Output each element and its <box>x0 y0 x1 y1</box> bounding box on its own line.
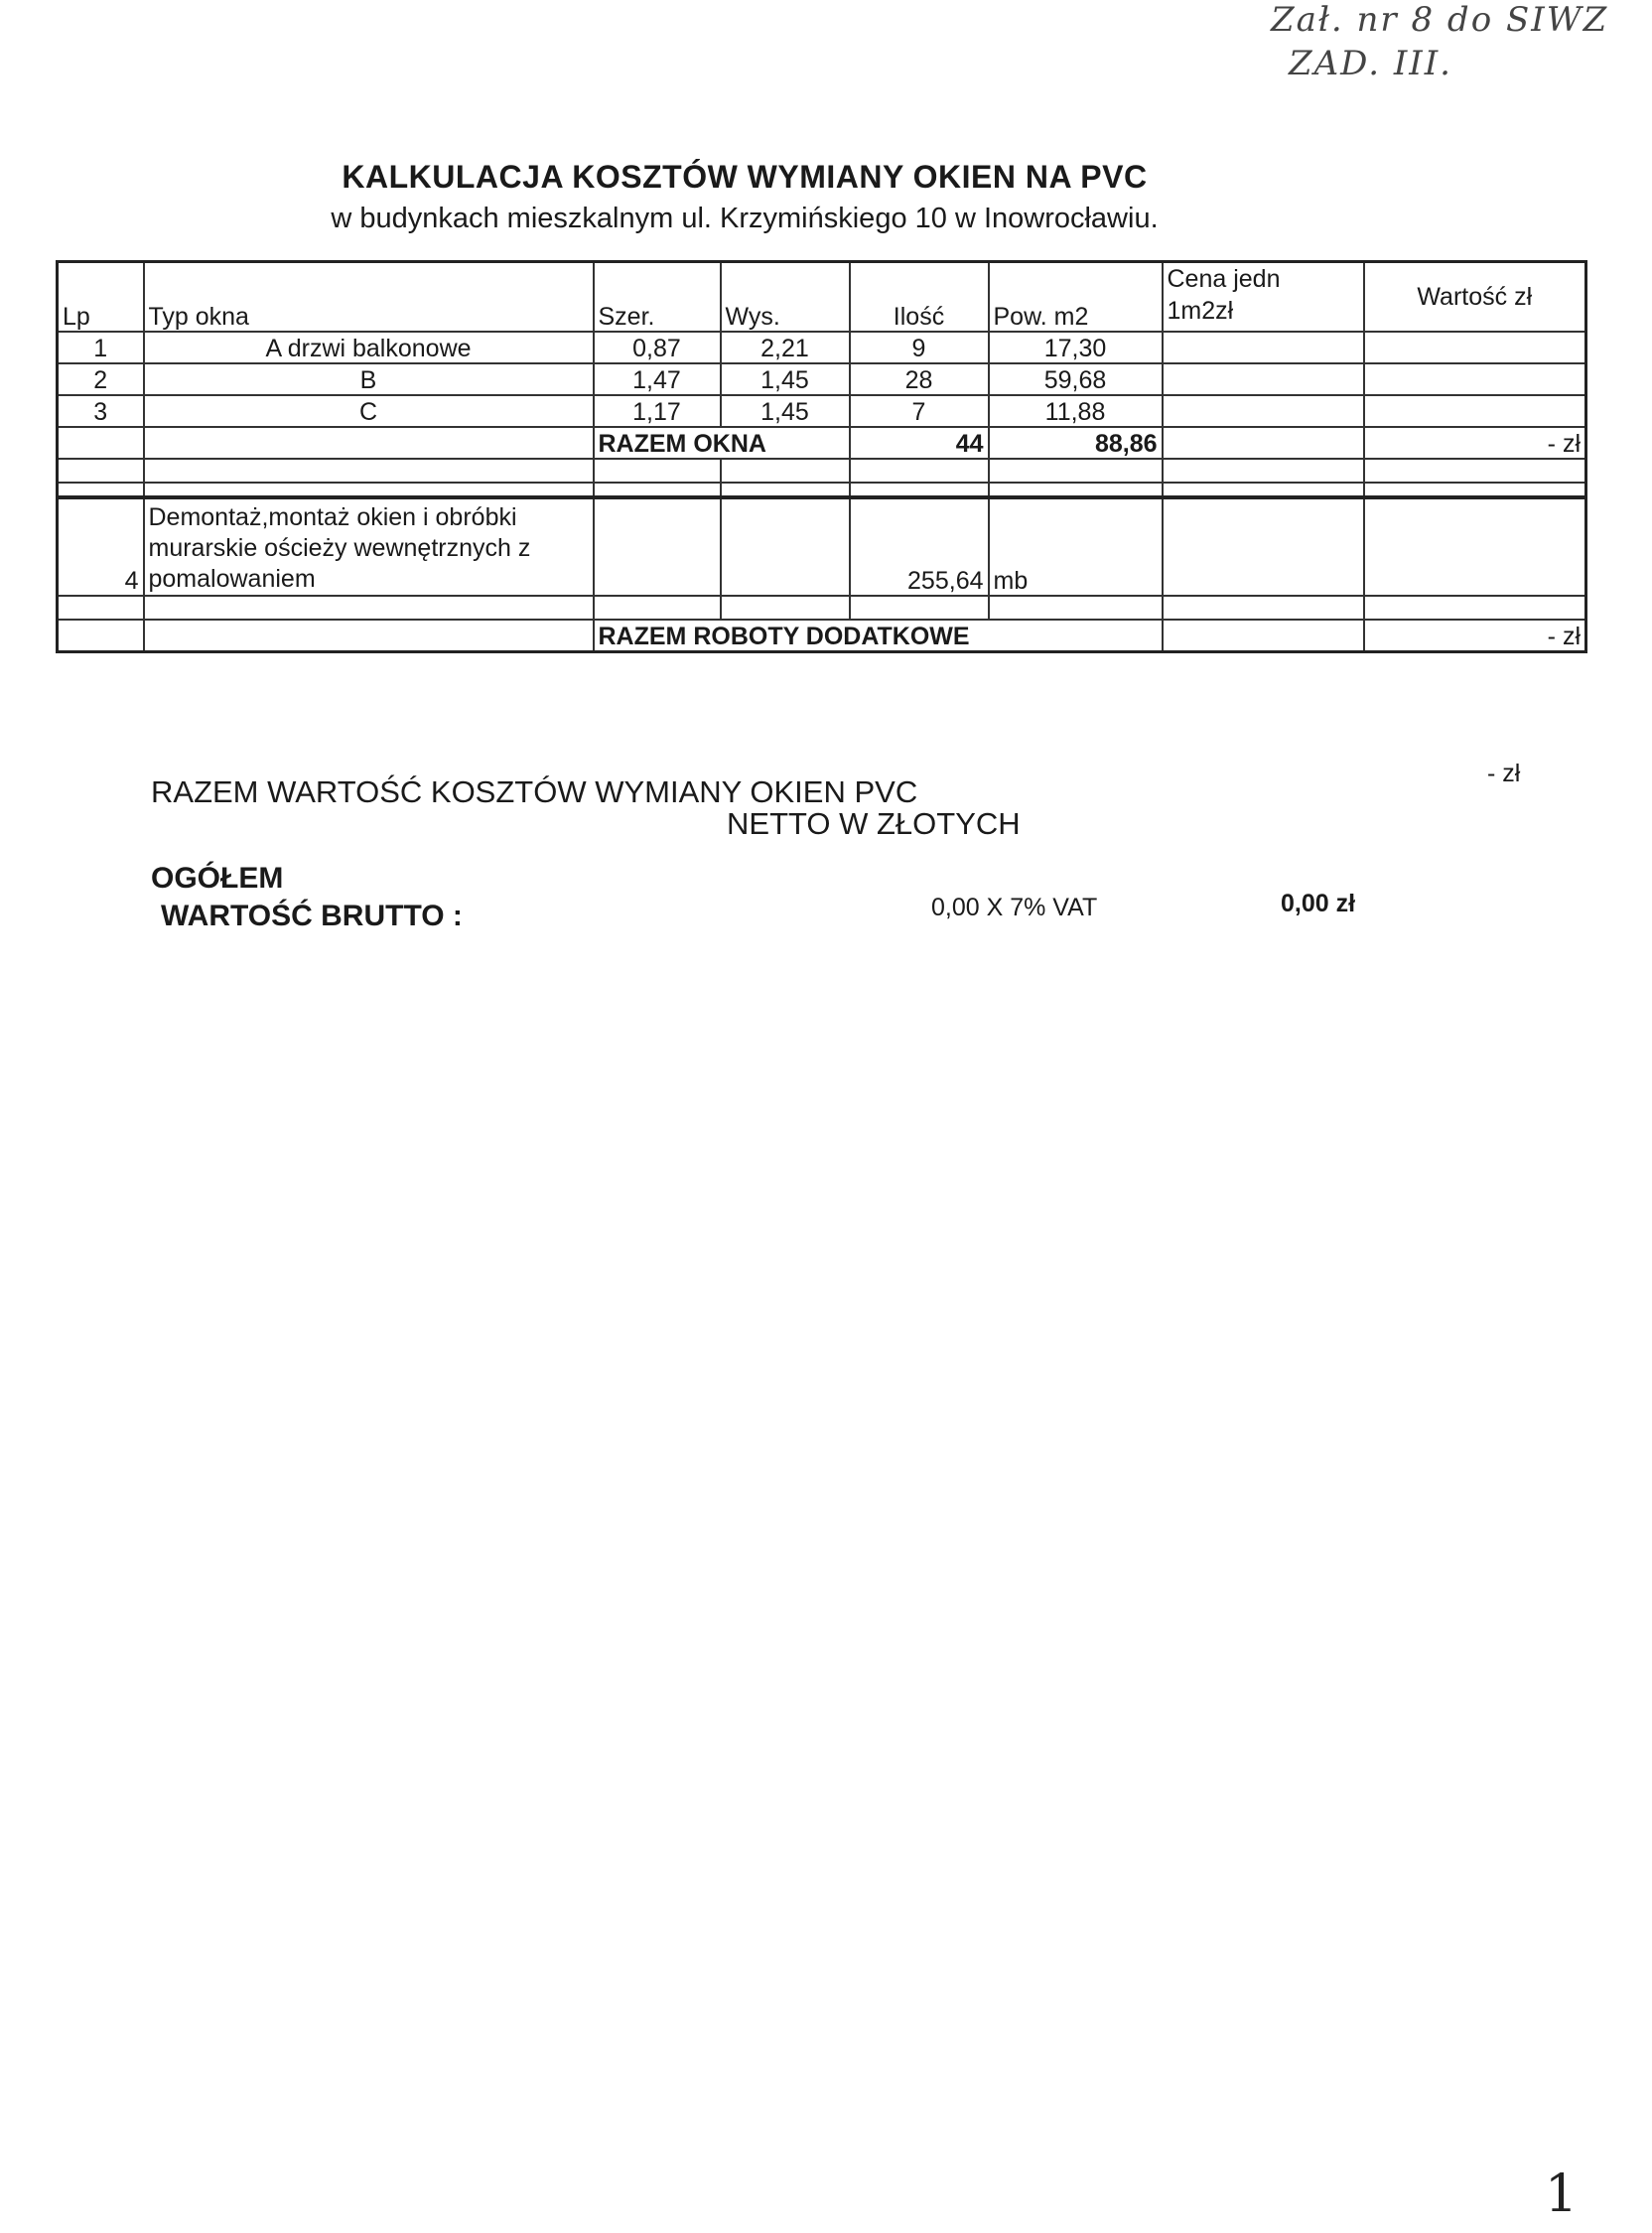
cell-wartosc <box>1364 395 1586 427</box>
header-szer: Szer. <box>594 262 721 333</box>
cell-empty <box>1163 620 1364 652</box>
spacer-row <box>58 459 1586 483</box>
header-typ-okna: Typ okna <box>144 262 594 333</box>
cell-lp: 2 <box>58 363 144 395</box>
table-header-row <box>58 262 1586 333</box>
cell-empty <box>58 620 144 652</box>
razem-okna-ilosc: 44 <box>850 427 989 459</box>
header-cena <box>1163 262 1364 333</box>
cell-pow: 17,30 <box>989 332 1163 363</box>
cell-lp: 1 <box>58 332 144 363</box>
razem-roboty-row <box>58 620 1586 652</box>
cell-empty <box>594 497 721 596</box>
cell-unit: mb <box>989 497 1163 596</box>
cell-ilosc: 7 <box>850 395 989 427</box>
header-lp: Lp <box>58 262 144 333</box>
cell-wys: 1,45 <box>721 363 850 395</box>
cell-pow: 11,88 <box>989 395 1163 427</box>
page-number: 1 <box>1545 2164 1579 2224</box>
summary-net-line1: RAZEM WARTOŚĆ KOSZTÓW WYMIANY OKIEN PVC <box>151 774 918 809</box>
cell-ilosc: 9 <box>850 332 989 363</box>
cell-wys: 1,45 <box>721 395 850 427</box>
summary-brutto-value: 0,00 zł <box>1281 890 1356 917</box>
table-row <box>58 395 1586 427</box>
header-wartosc: Wartość zł <box>1364 262 1586 333</box>
table-row-additional-work <box>58 497 1586 596</box>
calculation-table <box>56 260 1587 653</box>
cell-cena <box>1163 363 1364 395</box>
cell-wartosc <box>1364 363 1586 395</box>
cell-empty <box>721 497 850 596</box>
summary-vat-calculation: 0,00 X 7% VAT <box>931 894 1098 921</box>
cell-wartosc <box>1364 332 1586 363</box>
razem-okna-label: RAZEM OKNA <box>594 427 850 459</box>
header-pow: Pow. m2 <box>989 262 1163 333</box>
summary-ogolem-label: OGÓŁEM <box>151 862 284 895</box>
cell-empty <box>1163 497 1364 596</box>
cell-szer: 1,17 <box>594 395 721 427</box>
summary-brutto-label: WARTOŚĆ BRUTTO : <box>161 900 463 932</box>
summary-net-line2: NETTO W ZŁOTYCH <box>727 806 1021 841</box>
cell-szer: 0,87 <box>594 332 721 363</box>
cell-typ: A drzwi balkonowe <box>144 332 594 363</box>
header-ilosc: Ilość <box>850 262 989 333</box>
cell-quantity: 255,64 <box>850 497 989 596</box>
header-cena-line2: 1m2zł <box>1167 297 1234 325</box>
cell-work-description: Demontaż,montaż okien i obróbki murarskie ościeży wewnętrznych z pomalowaniem <box>144 497 594 596</box>
cell-lp: 3 <box>58 395 144 427</box>
cell-wys: 2,21 <box>721 332 850 363</box>
cell-cena <box>1163 332 1364 363</box>
spacer-row <box>58 483 1586 497</box>
razem-roboty-wartosc: - zł <box>1364 620 1586 652</box>
header-wys: Wys. <box>721 262 850 333</box>
cell-empty <box>1163 427 1364 459</box>
cell-pow: 59,68 <box>989 363 1163 395</box>
handwritten-attachment-note: Zał. nr 8 do SIWZ <box>1271 0 1609 40</box>
razem-okna-row <box>58 427 1586 459</box>
document-title: KALKULACJA KOSZTÓW WYMIANY OKIEN NA PVC <box>342 159 1148 195</box>
cell-ilosc: 28 <box>850 363 989 395</box>
razem-okna-pow: 88,86 <box>989 427 1163 459</box>
cell-empty <box>58 427 144 459</box>
cell-typ: B <box>144 363 594 395</box>
cell-empty <box>1364 497 1586 596</box>
cell-typ: C <box>144 395 594 427</box>
razem-roboty-label: RAZEM ROBOTY DODATKOWE <box>594 620 1163 652</box>
cell-empty <box>144 620 594 652</box>
spacer-row <box>58 596 1586 620</box>
cell-lp: 4 <box>58 497 144 596</box>
table-row <box>58 363 1586 395</box>
document-subtitle: w budynkach mieszkalnym ul. Krzymińskiego 10 w Inowrocławiu. <box>331 203 1159 234</box>
handwritten-task-note: ZAD. III. <box>1289 44 1452 83</box>
cell-szer: 1,47 <box>594 363 721 395</box>
table-row <box>58 332 1586 363</box>
cell-empty <box>144 427 594 459</box>
header-cena-line1: Cena jedn <box>1167 265 1281 293</box>
cell-cena <box>1163 395 1364 427</box>
razem-okna-wartosc: - zł <box>1364 427 1586 459</box>
summary-net-value: - zł <box>1487 760 1521 787</box>
